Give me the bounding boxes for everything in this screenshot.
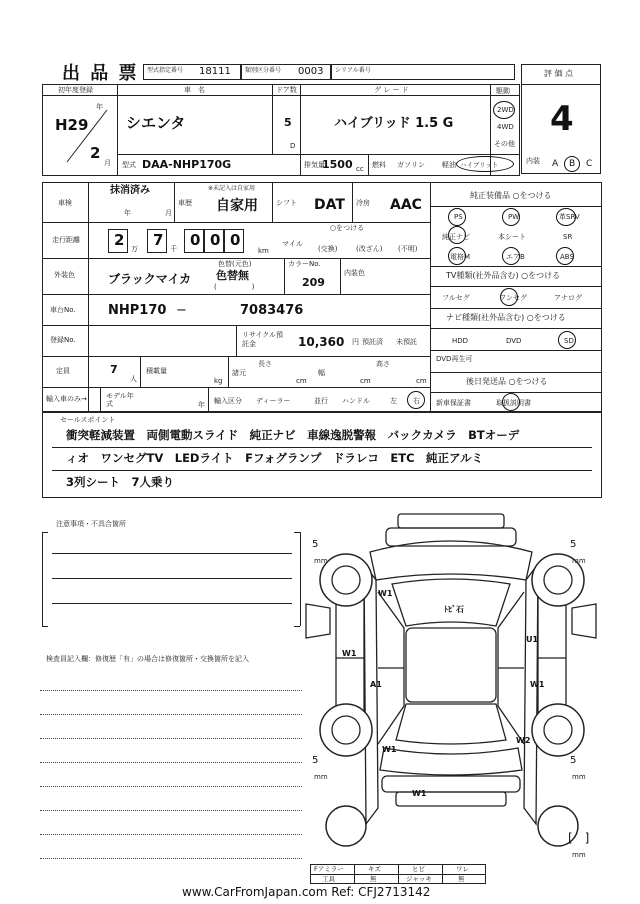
- km-unit: km: [258, 247, 269, 255]
- date-slash: [62, 103, 112, 166]
- mark-u1: U1: [526, 635, 539, 644]
- genuine-leather-circle: [556, 208, 576, 226]
- mile-note: ○をつける: [330, 224, 365, 232]
- recycle-paid: 預託済: [362, 338, 383, 346]
- sales-points-label: セールスポイント: [60, 416, 116, 424]
- genuine-mirror-circle: [448, 247, 466, 265]
- mileage-digit-4-text: 0: [210, 231, 221, 249]
- inspection-value: 抹消済み: [110, 185, 150, 196]
- mileage-sen: 千: [170, 245, 177, 253]
- fuel-label: 燃料: [372, 161, 386, 169]
- month-unit: 月: [104, 159, 111, 167]
- navi-sd: SD: [564, 337, 574, 345]
- inspection-month: 月: [165, 209, 172, 217]
- handle-right-circle: [407, 391, 425, 409]
- legend-value-4: 無: [458, 875, 465, 883]
- recycle-unit: 円: [352, 338, 359, 346]
- dims-height-cm: cm: [416, 377, 427, 385]
- inspection-label: 車検: [58, 199, 72, 207]
- mileage-man: 万: [131, 245, 138, 253]
- tread-rear-left-mm: mm: [314, 773, 328, 781]
- interior-label: 内装: [526, 157, 540, 165]
- cc-unit: cc: [356, 165, 364, 173]
- shift-value: DAT: [314, 197, 345, 213]
- mile-label: マイル: [282, 240, 303, 248]
- genuine-pw: PW: [508, 213, 520, 221]
- genuine-leather: 革SRV: [559, 213, 580, 221]
- usage-label: 車歴: [178, 199, 192, 207]
- genuine-title: 純正装備品 ○をつける: [470, 191, 552, 200]
- tread-front-left: 5: [312, 539, 319, 550]
- dims-width: 幅: [318, 369, 325, 377]
- car-diagram: [300, 508, 640, 868]
- color-change-label: 色替(元色): [218, 260, 252, 268]
- legend-header-1: Fアミラー: [314, 865, 344, 873]
- handle-left: 左: [390, 397, 397, 405]
- handle-right: 右: [413, 397, 420, 405]
- grade-label: グ レ ー ド: [374, 86, 409, 94]
- genuine-navi-circle: [448, 226, 466, 244]
- chassis-number: 7083476: [240, 303, 304, 318]
- model-year-label: モデル年式: [106, 392, 134, 408]
- genuine-pw-circle: [502, 208, 520, 226]
- tread-front-left-mm: mm: [314, 557, 328, 565]
- genuine-abs: ABS: [560, 253, 574, 261]
- drive-2wd-circle: [493, 101, 515, 119]
- sales-line-1: 衝突軽減装置 両側電動スライド 純正ナビ 車線逸脱警報 バックカメラ BTオーデ: [66, 428, 520, 442]
- genuine-airbag-circle: [502, 247, 520, 265]
- type-cert-label: 型式指定番号: [147, 67, 184, 74]
- meter-exchange: (交換): [318, 245, 338, 253]
- import-dealer: ディーラー: [256, 397, 291, 405]
- color-change-paren: ( ): [214, 283, 255, 291]
- sheet-title: 出 品 票: [62, 63, 139, 84]
- after-title: 後日発送品 ○をつける: [466, 377, 548, 386]
- load-unit: kg: [214, 377, 223, 385]
- model-year-unit: 年: [198, 401, 205, 409]
- dvd-label: DVD再生可: [436, 355, 473, 363]
- car-name: シエンタ: [126, 114, 186, 132]
- mark-w1-left-side: W1: [342, 649, 357, 658]
- after-manual: 取扱説明書: [496, 399, 531, 407]
- mileage-digit-2-text: 7: [153, 231, 164, 249]
- legend-value-3: ジャッキ: [406, 875, 432, 883]
- meter-unknown: (不明): [398, 245, 418, 253]
- after-warranty: 新車保証書: [436, 399, 471, 407]
- mileage-digit-3-text: 0: [190, 231, 201, 249]
- genuine-sr: SR: [563, 233, 573, 241]
- year-unit: 年: [96, 103, 103, 111]
- score-value: 4: [550, 99, 574, 139]
- ac-value: AAC: [390, 197, 422, 213]
- tv-analog: アナログ: [554, 294, 582, 302]
- color-no-label: カラーNo.: [288, 260, 321, 268]
- genuine-mirror: 電格M: [450, 253, 471, 261]
- load-label: 積載量: [146, 367, 167, 375]
- tv-fullseg: フルセグ: [442, 294, 470, 302]
- genuine-seat: 本シート: [498, 233, 526, 241]
- usage-value: 自家用: [216, 198, 258, 214]
- interior-c: C: [586, 159, 593, 169]
- footer-watermark: www.CarFromJapan.com Ref: CFJ2713142: [182, 885, 431, 899]
- tread-front-right: 5: [570, 539, 577, 550]
- mileage-digit-1-text: 2: [114, 231, 125, 249]
- mileage-label: 走行距離: [52, 236, 80, 244]
- tread-rear-right-mm: mm: [572, 773, 586, 781]
- score-label: 評 価 点: [544, 69, 574, 78]
- navi-hdd: HDD: [452, 337, 469, 345]
- mark-w1-rear-left: W1: [382, 745, 397, 754]
- color-change-value: 色替無: [216, 269, 249, 282]
- class-value: 0003: [298, 66, 324, 77]
- displacement-value: 1500: [322, 158, 353, 171]
- genuine-ps-circle: [448, 208, 466, 226]
- genuine-ps: PS: [454, 213, 463, 221]
- drive-label: 駆動: [496, 87, 510, 95]
- mark-a1: A1: [370, 680, 382, 689]
- interior-b: B: [569, 159, 576, 169]
- fuel-hybrid-circle: [456, 156, 514, 172]
- inspection-year: 年: [124, 209, 131, 217]
- interior-b-circle: [564, 156, 580, 172]
- dims-label: 諸元: [232, 369, 246, 377]
- drive-other: その他: [494, 140, 515, 148]
- dims-width-cm: cm: [360, 377, 371, 385]
- drive-4wd: 4WD: [497, 123, 514, 131]
- mark-w1-rear: W1: [412, 789, 427, 798]
- legend-value-1: 工具: [322, 875, 335, 883]
- shift-label: シフト: [276, 199, 297, 207]
- reg-no-label: 登録No.: [50, 336, 76, 344]
- ac-label: 冷房: [356, 199, 370, 207]
- mark-w1-right-side: W1: [530, 680, 545, 689]
- doors-value: 5: [284, 116, 292, 129]
- recycle-unpaid: 未預託: [396, 338, 417, 346]
- tv-oneseg: ワンセグ: [499, 294, 527, 302]
- color-no-value: 209: [302, 276, 325, 289]
- mark-stone-chip: ﾄﾋﾞ石: [444, 605, 464, 614]
- fuel-gas: ガソリン: [397, 161, 425, 169]
- capacity-unit: 人: [130, 375, 137, 383]
- model-value: DAA-NHP170G: [142, 158, 232, 171]
- class-label: 類別区分番号: [245, 67, 282, 74]
- mark-w2: W2: [516, 736, 531, 745]
- interior-a: A: [552, 159, 559, 169]
- tread-spare-mm: mm: [572, 851, 586, 859]
- grade-value: ハイブリッド 1.5 G: [334, 116, 454, 131]
- tread-spare-bracket: [ ]: [568, 831, 590, 845]
- registration-month: 2: [90, 144, 101, 162]
- after-manual-circle: [502, 393, 520, 411]
- navi-title: ナビ種類(社外品含む) ○をつける: [446, 313, 566, 322]
- recycle-label: リサイクル預託金: [242, 331, 284, 348]
- notes-label: 注意事項・不具合箇所: [56, 520, 126, 528]
- dims-height: 高さ: [376, 360, 390, 368]
- interior-color-label: 内装色: [344, 269, 365, 277]
- navi-sd-circle: [558, 331, 576, 349]
- genuine-abs-circle: [556, 247, 574, 265]
- inspector-label: 検査員記入欄：修復歴「有」の場合は修復箇所・交換箇所を記入: [46, 655, 249, 663]
- tread-front-right-mm: mm: [572, 557, 586, 565]
- color-label: 外装色: [54, 271, 75, 279]
- car-name-label: 車 名: [184, 86, 205, 94]
- capacity-label: 定員: [56, 367, 70, 375]
- registration-year: H29: [55, 116, 89, 134]
- dims-length-cm: cm: [296, 377, 307, 385]
- genuine-airbag: エアB: [506, 253, 525, 261]
- dims-length: 長さ: [258, 360, 272, 368]
- import-class-label: 輸入区分: [214, 397, 242, 405]
- registration-label: 初年度登録: [58, 86, 93, 94]
- serial-label: シリアル番号: [335, 67, 371, 74]
- model-label: 型式: [122, 161, 136, 169]
- color-value: ブラックマイカ: [108, 272, 192, 286]
- import-label: 輸入車のみ→: [46, 395, 87, 403]
- tread-rear-right: 5: [570, 755, 577, 766]
- fuel-hybrid: ハイブリット: [460, 161, 499, 169]
- doors-unit: D: [290, 142, 296, 150]
- legend-header-3: ヒビ: [412, 865, 425, 873]
- legend-value-2: 無: [370, 875, 377, 883]
- tv-oneseg-circle: [500, 288, 518, 306]
- usage-note: ※未記入は自家用: [208, 185, 256, 192]
- doors-label: ドア数: [276, 86, 297, 94]
- navi-dvd: DVD: [506, 337, 522, 345]
- import-parallel: 並行: [314, 397, 328, 405]
- sales-line-2: ィオ ワンセグTV LEDライト Fフォグランプ ドラレコ ETC 純正アルミ: [66, 451, 484, 465]
- chassis-label: 車台No.: [50, 306, 76, 314]
- mark-w1-front-left: W1: [378, 589, 393, 598]
- genuine-navi: 純正ナビ: [442, 233, 470, 241]
- meter-tampered: (改ざん): [356, 245, 383, 253]
- chassis-dash: −: [176, 303, 187, 318]
- legend-header-4: ワレ: [456, 865, 469, 873]
- capacity-value: 7: [110, 363, 118, 376]
- drive-2wd: 2WD: [497, 106, 514, 114]
- displacement-label: 排気量: [304, 161, 325, 169]
- type-cert-value: 18111: [199, 66, 231, 77]
- recycle-value: 10,360: [298, 335, 345, 349]
- chassis-prefix: NHP170: [108, 303, 167, 318]
- fuel-diesel: 軽油: [442, 161, 456, 169]
- tv-title: TV種類(社外品含む) ○をつける: [446, 271, 561, 280]
- sales-line-3: 3列シート 7人乗り: [66, 475, 175, 489]
- mileage-digit-5-text: 0: [230, 231, 241, 249]
- tread-rear-left: 5: [312, 755, 319, 766]
- handle-label: ハンドル: [342, 397, 370, 405]
- legend-header-2: キズ: [368, 865, 381, 873]
